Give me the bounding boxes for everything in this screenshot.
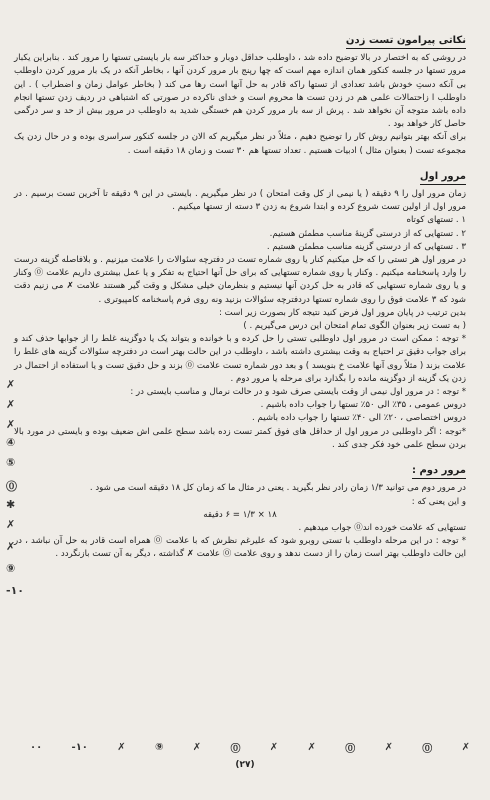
note-paragraph: * توجه : در مرور اول نیمی از وقت بایستی صرف شود و در حالت نرمال و مناسب بایستی در :	[130, 387, 466, 398]
paragraph: برای آنکه بهتر بتوانیم روش کار را توضیح دهیم ، مثلاً در نظر میگیریم که الان در جلسه کنکور سراسری بوده و در حال زدن یک مجموعه تست ( بعنوان مثال ) ادبیات هستیم . تعداد تستها هم ۳۰ تست و زمان ۱۸ دقیقه است .	[14, 132, 466, 156]
margin-mark: ✗	[6, 418, 16, 431]
margin-mark: ✗	[6, 540, 16, 553]
margin-mark: ✗	[6, 378, 16, 391]
section-second-review	[14, 464, 466, 561]
answer-mark: ✗	[307, 741, 316, 753]
answer-mark: ⓪	[230, 743, 241, 755]
note-paragraph: * توجه : در این مرحله داوطلب با تستی روبرو شود که علیرغم نظرش که با علامت ⓪ همراه است قادر به حل آن نباشد ، در این حالت داوطلب بهتر است زمان را از دست ندهد و روی علامت ⓪ علامت ✗ گذاشته ، دیگر به آن تست بازنگردد .	[14, 536, 466, 560]
paragraph: تستهایی که علامت خورده اند⓪ جواب میدهیم .	[298, 522, 466, 533]
answer-mark: ✗	[192, 741, 202, 753]
paragraph: دروس عمومی ، ۳۵٪ الی ۵۰٪ تستها را جواب داده باشیم .	[260, 400, 466, 411]
margin-mark: ✱	[6, 498, 16, 511]
answer-mark: ⓪	[422, 743, 433, 755]
margin-mark: ⓪	[6, 480, 17, 493]
margin-mark: ✗	[6, 398, 16, 411]
section-first-review	[14, 170, 466, 452]
margin-mark: ⑨	[6, 562, 16, 575]
answer-mark: ⑨	[154, 741, 164, 753]
list-item: ۲ . تستهایی که از درستی گزینهٔ مناسب مطمئن هستیم.	[269, 228, 466, 239]
section-title: مرور دوم :	[412, 464, 466, 479]
page-body	[14, 34, 466, 562]
answer-mark: ۰۰	[30, 741, 43, 753]
margin-mark: ⑤	[6, 456, 16, 469]
answer-marks-row	[30, 735, 470, 759]
paragraph: در مرور دوم می توانید ۱/۳ زمان رادر نظر بگیرید . یعنی در مثال ما که زمان کل ۱۸ دقیقه است می شود .	[89, 483, 466, 494]
paragraph: ( به تست زیر بعنوان الگوی تمام امتحان این درس می‌گیریم . )	[243, 321, 466, 332]
answer-mark: ✗	[269, 741, 279, 753]
margin-annotations	[2, 0, 32, 800]
margin-mark: -۱۰	[6, 584, 24, 597]
paragraph: و این یعنی که :	[411, 496, 466, 507]
paragraph: در روشی که به اختصار در بالا توضیح داده شد ، داوطلب حداقل دوبار و حداکثر سه بار بایستی تستها را مرور کند . بنابراین یکبار مرور تستها در جلسه کنکور همان اندازه مهم است که چها رپنج بار مرور کردن آنها ، بخاطر آنکه در یک بار مرور کردن داوطلب بی آنکه دستِ خودش باشد تعدادی از تستها راکه قادر به حل آنها است رها می کند ( بخاطر عوامل زمان و اضطراب ) . این داوطلب ا زاحتمالات علمی هم در زدن تست ها محروم است و خدای ناکرده در صورتی که اشتباهی در ردیف زدن تستها انجام داده باشد متوجه آن نخواهد شد . پرش از سه بار مرور کردن هم خستگی شدید به داوطلب در مرور بیش از حد و سر درگمی حاصل کار خواهد بود .	[14, 53, 466, 130]
note-paragraph: *توجه : اگر داوطلبی در مرور اول از حداقل های فوق کمتر تست زده باشد سطح علمی اش ضعیف بوده و بایستی در مورد بالا بردن سطح علمی خود فکر جدی کند .	[14, 426, 466, 450]
note-paragraph: * توجه : ممکن است در مرور اول داوطلبی تستی را حل کرده و با خوانده و بتواند یک یا دوگزینه غلط را از جوابها حذف کند و برای جواب دقیق تر احتیاج به وقت بیشتری داشته باشد ، داوطلب در این حالت بهتر است در دفترچه سئوالات گزینه های غلط را علامت بزند ( مثلاً روی آنها علامت خ بنویسد ) و بعد دور شماره تست علامت ⓪ بزند و حل دقیق تست و یا استفاده از احتمال در زدن یک گزینه از دوگزینه مانده را بگذارد برای مرحله یا مرور دوم .	[14, 334, 466, 384]
list-item: ۳ . تستهایی که از درستی گزینه مناسب مطمئن هستیم .	[266, 241, 466, 252]
answer-mark: -۱۰	[71, 741, 88, 753]
list-item: ۱ . تستهای کوتاه	[406, 215, 466, 226]
section-tips	[14, 34, 466, 158]
answer-mark: ✗	[384, 741, 393, 753]
paragraph: دروس اختصاصی ، ۲۰٪ الی ۴۰٪ تستها را جواب داده باشیم .	[252, 413, 466, 424]
answer-mark: ⓪	[345, 743, 356, 755]
answer-mark: ✗	[461, 741, 470, 753]
paragraph: در مرور اول هر تستی را که حل میکنیم کنار یا روی شماره تست در دفترچه سئوالات را علامت میزنیم . و بلافاصله گزینه درست را وارد پاسخنامه میکنیم . وکنار یا روی شماره تستهایی که برای حل آنها احتیاج به تفکر و یا عمل بیشتری داریم علامت ⓪ وکنار و یا روی شماره تستهایی که قادر به حل کردن آنها نیستیم و بنظرمان خیلی مشکل و وقت گیر هستند علامت ✗ می زنیم دقت شود که ۳ علامت فوق را روی شماره تستها دردفترچه سئوالات بزنید ونه روی فرم پاسخنامه کامپیوتری .	[14, 255, 466, 305]
margin-mark: ✗	[6, 518, 16, 531]
paragraph: زمان مرور اول را ۹ دقیقه ( یا نیمی از کل وقت امتحان ) در نظر میگیریم . بایستی در این ۹ دقیقه تا آخرین تست برسیم . در مرور اول از اولین تست شروع کرده و ابتدا شروع به زدن ۳ دسته از تستها میکنیم .	[14, 189, 467, 213]
paragraph: بدین ترتیب در پایان مرور اول فرض کنید نتیجه کار بصورت زیر است :	[219, 307, 466, 318]
formula: ۱۸ × ۱/۳ = ۶ دقیقه	[203, 509, 277, 520]
answer-mark: ✗	[117, 741, 126, 753]
page-number: (۲۷)	[235, 760, 255, 770]
section-title: نکاتی پیرامون تست زدن	[346, 34, 466, 49]
margin-mark: ④	[6, 436, 16, 449]
section-title: مرور اول	[420, 170, 466, 185]
